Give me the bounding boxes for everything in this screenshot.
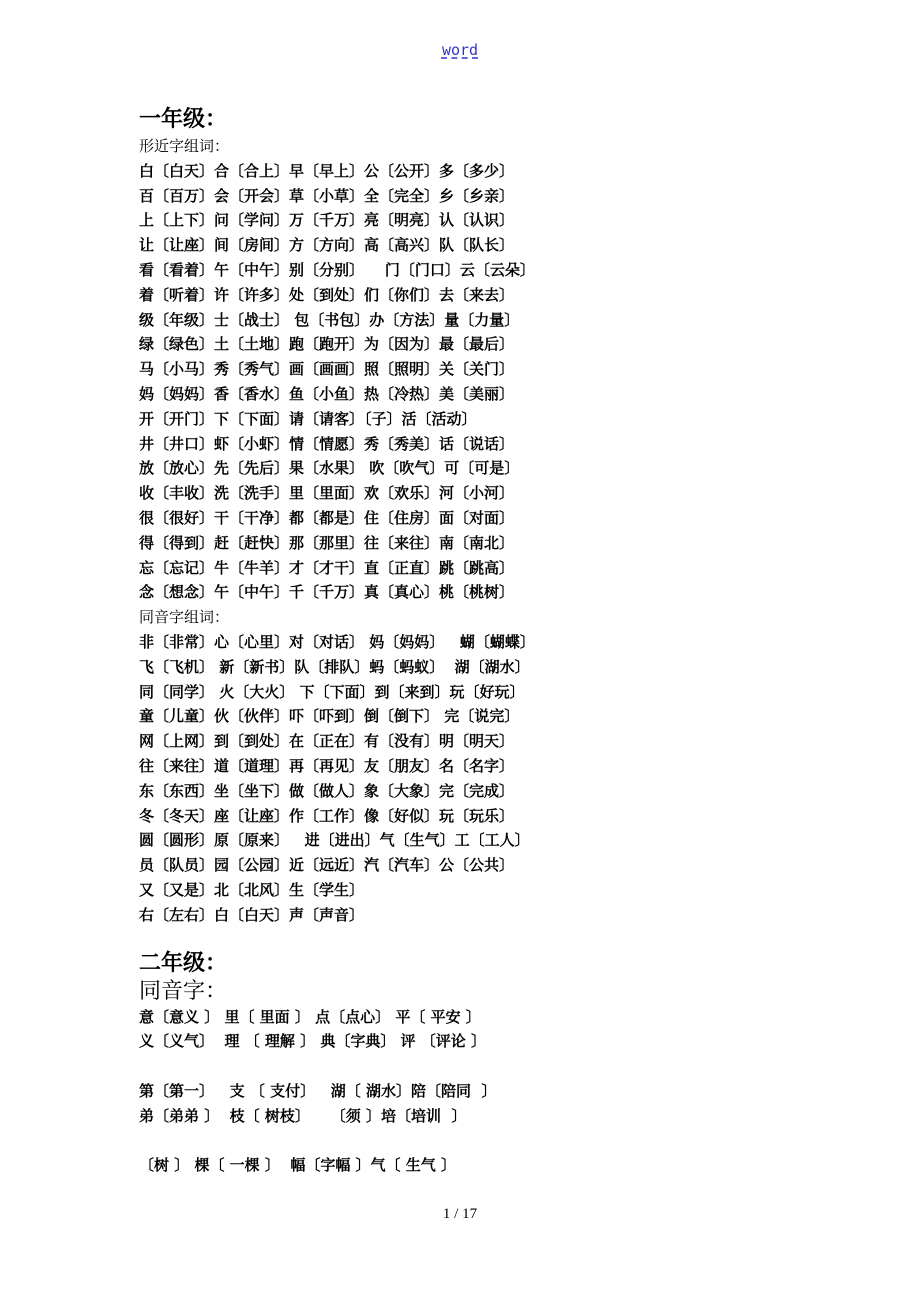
word-row: 意〔意义 〕 里〔 里面 〕 点〔点心〕 平〔 平安 〕 [139,1007,481,1026]
grade1-similar-label: 形近字组词： [139,137,230,155]
word-row: 右〔左右〕白〔白天〕声〔声音〕 [139,905,365,924]
word-row: 冬〔冬天〕座〔让座〕作〔工作〕像〔好似〕玩〔玩乐〕 [139,806,515,825]
word-row: 百〔百万〕会〔开会〕草〔小草〕全〔完全〕乡〔乡亲〕 [139,186,515,205]
word-row: 员〔队员〕园〔公园〕近〔远近〕汽〔汽车〕公〔公共〕 [139,856,515,875]
word-row: 井〔井口〕虾〔小虾〕情〔情愿〕秀〔秀美〕话〔说话〕 [139,434,515,453]
word-row: 童〔儿童〕伙〔伙伴〕吓〔吓到〕倒〔倒下〕 完〔说完〕 [139,707,520,726]
word-row: 看〔看着〕午〔中午〕别〔分别〕 门〔门口〕云〔云朵〕 [139,260,535,279]
grade2-group-3 [139,1153,819,1178]
word-row: 上〔上下〕问〔学问〕万〔千万〕亮〔明亮〕认〔认识〕 [139,211,515,230]
word-row: 级〔年级〕士〔战士〕 包〔书包〕办〔方法〕量〔力量〕 [139,310,520,329]
grade2-group-1 [139,1005,819,1055]
word-row: 往〔来往〕道〔道理〕再〔再见〕友〔朋友〕名〔名字〕 [139,756,515,775]
word-row: 义〔义气〕 理 〔 理解 〕 典〔字典〕 评 〔评论 〕 [139,1032,487,1051]
page-number: 1 / 17 [442,1206,478,1222]
word-row: 圆〔圆形〕原〔原来〕 进〔进出〕气〔生气〕工〔工人〕 [139,831,530,850]
word-row: 绿〔绿色〕土〔土地〕跑〔跑开〕为〔因为〕最〔最后〕 [139,335,515,354]
word-row: 让〔让座〕间〔房间〕方〔方向〕高〔高兴〕队〔队长〕 [139,236,515,255]
blank-line [139,1128,819,1153]
grade2-title: 二年级： [139,949,228,976]
grade2-homophone-label: 同音字： [139,978,228,1004]
grade2-group-2 [139,1079,819,1129]
word-row: 很〔很好〕干〔干净〕都〔都是〕住〔住房〕面〔对面〕 [139,508,515,527]
grade1-homophone-list [139,630,819,928]
word-row: 妈〔妈妈〕香〔香水〕鱼〔小鱼〕热〔冷热〕美〔美丽〕 [139,384,515,403]
grade1-title: 一年级： [139,106,228,132]
grade1-similar-list [139,159,819,605]
header-word-link[interactable]: word [441,41,479,59]
word-row: 非〔非常〕心〔心里〕对〔对话〕 妈〔妈妈〕 蝴〔蝴蝶〕 [139,632,535,651]
grade1-homophone-label: 同音字组词： [139,608,230,627]
word-row: 马〔小马〕秀〔秀气〕画〔画画〕照〔照明〕关〔关门〕 [139,360,515,379]
word-row: 放〔放心〕先〔先后〕果〔水果〕 吹〔吹气〕可〔可是〕 [139,459,520,478]
word-row: 收〔丰收〕洗〔洗手〕里〔里面〕欢〔欢乐〕河〔小河〕 [139,484,515,503]
word-row: 网〔上网〕到〔到处〕在〔正在〕有〔没有〕明〔明天〕 [139,732,515,751]
word-row: 飞〔飞机〕 新〔新书〕队〔排队〕蚂〔蚂蚁〕 湖〔湖水〕 [139,657,530,676]
word-row: 第〔第一〕 支 〔 支付〕 湖〔 湖水〕陪〔陪同 〕 [139,1081,497,1100]
word-row: 弟〔弟弟 〕 枝〔 树枝〕 〔须 〕培〔培训 〕 [139,1106,467,1125]
word-row: 东〔东西〕坐〔坐下〕做〔做人〕象〔大象〕完〔完成〕 [139,781,515,800]
word-row: 又〔又是〕北〔北风〕生〔学生〕 [139,880,365,899]
word-row: 着〔听着〕许〔许多〕处〔到处〕们〔你们〕去〔来去〕 [139,285,515,304]
word-row: 忘〔忘记〕牛〔牛羊〕才〔才干〕直〔正直〕跳〔跳高〕 [139,558,515,577]
page-header [0,40,920,59]
section-spacer [139,928,819,948]
word-row: 得〔得到〕赶〔赶快〕那〔那里〕往〔来往〕南〔南北〕 [139,533,515,552]
word-row: 念〔想念〕午〔中午〕千〔千万〕真〔真心〕桃〔桃树〕 [139,583,515,602]
word-row: 〔树 〕 棵〔 一棵 〕 幅〔字幅 〕气〔 生气 〕 [139,1156,457,1175]
document-body [139,104,819,1178]
word-row: 开〔开门〕下〔下面〕请〔请客〕〔子〕活〔活动〕 [139,409,477,428]
word-row: 同〔同学〕 火〔大火〕 下〔下面〕到〔来到〕玩〔好玩〕 [139,682,525,701]
blank-line [139,1054,819,1079]
word-row: 白〔白天〕合〔合上〕早〔早上〕公〔公开〕多〔多少〕 [139,161,515,180]
